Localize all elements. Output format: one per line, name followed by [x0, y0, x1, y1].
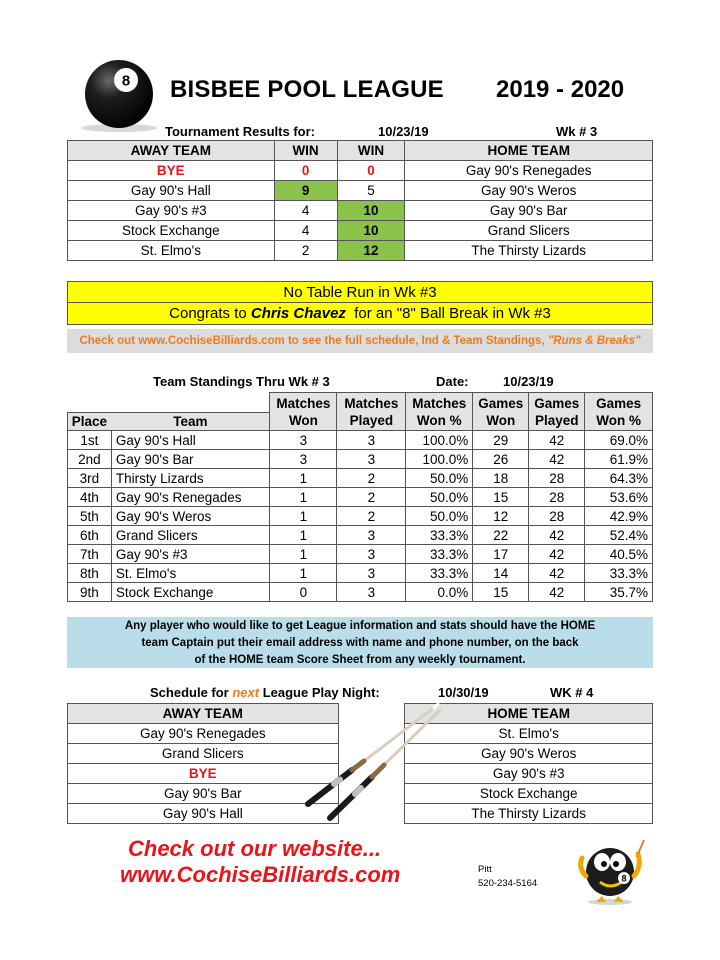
matches-pct-cell: 33.3% [406, 526, 473, 545]
col-header-games-played [529, 393, 585, 431]
games-played-cell: 42 [529, 583, 585, 602]
away-team: Gay 90's Hall [68, 181, 275, 201]
col-header-home: HOME TEAM [405, 141, 653, 161]
games-played-cell: 28 [529, 488, 585, 507]
games-pct-cell: 69.0% [585, 431, 653, 450]
matches-won-cell: 0 [270, 583, 337, 602]
congrats-suffix: for an "8" Ball Break in Wk #3 [345, 305, 551, 322]
matches-won-cell: 1 [270, 545, 337, 564]
col-header-team: Team [111, 412, 270, 431]
matches-pct-cell: 50.0% [406, 507, 473, 526]
matches-pct-cell: 33.3% [406, 564, 473, 583]
team-cell: St. Elmo's [111, 564, 270, 583]
place-cell: 5th [68, 507, 112, 526]
home-team: Gay 90's Bar [405, 201, 653, 221]
website-notice [67, 329, 653, 353]
games-won-cell: 26 [473, 450, 529, 469]
matches-pct-cell: 33.3% [406, 545, 473, 564]
games-won-cell: 17 [473, 545, 529, 564]
away-wins: 4 [274, 201, 337, 221]
schedule-week: WK # 4 [550, 685, 594, 700]
congrats-prefix: Congrats to [169, 305, 251, 322]
pool-cues-illustration [300, 700, 445, 822]
matches-played-cell: 3 [337, 583, 406, 602]
table-row [68, 526, 653, 545]
away-wins: 4 [274, 221, 337, 241]
header-line: Won [486, 412, 516, 428]
matches-pct-cell: 100.0% [406, 450, 473, 469]
standings-table [67, 392, 653, 602]
info-line: of the HOME team Score Sheet from any weekly tournament. [194, 654, 526, 666]
away-team: Stock Exchange [68, 221, 275, 241]
table-row [68, 431, 653, 450]
table-run-notice: No Table Run in Wk #3 [67, 281, 653, 303]
results-label: Tournament Results for: [165, 124, 315, 139]
games-pct-cell: 42.9% [585, 507, 653, 526]
eight-ball-mascot-icon [574, 832, 648, 906]
col-header-win-home: WIN [337, 141, 405, 161]
games-won-cell: 14 [473, 564, 529, 583]
matches-played-cell: 2 [337, 507, 406, 526]
schedule-label-post: League Play Night: [259, 685, 380, 700]
header-line: Played [349, 412, 394, 428]
col-header-matches-pct [406, 393, 473, 431]
results-table [67, 140, 653, 261]
website-promo: Check out our website... [128, 836, 382, 861]
matches-pct-cell: 50.0% [406, 469, 473, 488]
place-cell: 9th [68, 583, 112, 602]
place-cell: 3rd [68, 469, 112, 488]
header-line: Won [288, 412, 318, 428]
season-label: 2019 - 2020 [496, 76, 625, 103]
home-wins: 10 [337, 221, 405, 241]
header-line: Games [596, 395, 642, 411]
matches-won-cell: 3 [270, 450, 337, 469]
games-won-cell: 18 [473, 469, 529, 488]
games-won-cell: 15 [473, 583, 529, 602]
ball-number: 8 [121, 72, 131, 90]
games-played-cell: 28 [529, 507, 585, 526]
table-row [68, 583, 653, 602]
header-line: Won % [596, 412, 641, 428]
away-team: Gay 90's Renegades [68, 724, 339, 744]
table-header-row [68, 141, 653, 161]
games-played-cell: 28 [529, 469, 585, 488]
header-line: Matches [412, 395, 467, 411]
home-team: The Thirsty Lizards [405, 241, 653, 261]
col-header-away: AWAY TEAM [68, 704, 339, 724]
header-line: Matches [276, 395, 331, 411]
col-header-place-cell [68, 393, 112, 431]
team-cell: Stock Exchange [111, 583, 270, 602]
matches-won-cell: 1 [270, 469, 337, 488]
home-team: St. Elmo's [405, 724, 653, 744]
matches-played-cell: 3 [337, 450, 406, 469]
team-cell: Gay 90's Bar [111, 450, 270, 469]
games-won-cell: 15 [473, 488, 529, 507]
header-line: Matches [344, 395, 399, 411]
team-cell: Thirsty Lizards [111, 469, 270, 488]
away-team: St. Elmo's [68, 241, 275, 261]
away-team: BYE [68, 764, 339, 784]
games-pct-cell: 61.9% [585, 450, 653, 469]
results-date: 10/23/19 [378, 124, 429, 139]
matches-won-cell: 3 [270, 431, 337, 450]
contact-info [478, 863, 537, 891]
games-played-cell: 42 [529, 545, 585, 564]
games-won-cell: 29 [473, 431, 529, 450]
table-row [68, 161, 653, 181]
games-won-cell: 22 [473, 526, 529, 545]
table-row [68, 450, 653, 469]
matches-played-cell: 3 [337, 545, 406, 564]
header-line: Games [534, 395, 580, 411]
games-pct-cell: 64.3% [585, 469, 653, 488]
games-pct-cell: 40.5% [585, 545, 653, 564]
col-header-games-pct [585, 393, 653, 431]
home-team: Gay 90's #3 [405, 764, 653, 784]
place-cell: 1st [68, 431, 112, 450]
home-team: Gay 90's Weros [405, 744, 653, 764]
away-wins: 9 [274, 181, 337, 201]
matches-pct-cell: 100.0% [406, 431, 473, 450]
away-team: Gay 90's Bar [68, 784, 339, 804]
website-url[interactable]: www.CochiseBilliards.com [120, 862, 401, 887]
matches-pct-cell: 0.0% [406, 583, 473, 602]
matches-played-cell: 3 [337, 431, 406, 450]
schedule-label [150, 685, 380, 700]
results-week: Wk # 3 [556, 124, 598, 139]
games-won-cell: 12 [473, 507, 529, 526]
schedule-date: 10/30/19 [438, 685, 489, 700]
home-wins: 5 [337, 181, 405, 201]
col-header-home: HOME TEAM [405, 704, 653, 724]
col-header-team-cell [111, 393, 270, 431]
contact-phone: 520-234-5164 [478, 878, 538, 889]
away-team: Gay 90's #3 [68, 201, 275, 221]
matches-pct-cell: 50.0% [406, 488, 473, 507]
announcement-banner [67, 281, 653, 325]
matches-won-cell: 1 [270, 488, 337, 507]
team-cell: Gay 90's Renegades [111, 488, 270, 507]
schedule-label-next: next [232, 685, 260, 700]
congrats-notice [67, 303, 653, 325]
col-header-games-won [473, 393, 529, 431]
games-played-cell: 42 [529, 564, 585, 583]
place-cell: 6th [68, 526, 112, 545]
contact-name: Pitt [478, 864, 492, 875]
away-team: Grand Slicers [68, 744, 339, 764]
header-line: Played [534, 412, 579, 428]
schedule-label-pre: Schedule for [150, 685, 233, 700]
team-cell: Grand Slicers [111, 526, 270, 545]
games-pct-cell: 52.4% [585, 526, 653, 545]
home-wins: 0 [337, 161, 405, 181]
away-team: Gay 90's Hall [68, 804, 339, 824]
player-name: Chris Chavez [250, 305, 346, 322]
place-cell: 4th [68, 488, 112, 507]
place-cell: 8th [68, 564, 112, 583]
matches-won-cell: 1 [270, 564, 337, 583]
table-row [68, 488, 653, 507]
page-title: BISBEE POOL LEAGUE [170, 76, 444, 103]
table-header-row [68, 393, 653, 431]
games-pct-cell: 35.7% [585, 583, 653, 602]
matches-won-cell: 1 [270, 507, 337, 526]
home-team: Grand Slicers [405, 221, 653, 241]
website-notice-text: Check out www.CochiseBilliards.com to see the full schedule, Ind & Team Standings, [79, 335, 548, 347]
team-cell: Gay 90's Hall [111, 431, 270, 450]
info-line: team Captain put their email address with name and phone number, on the back [141, 637, 579, 649]
table-row [68, 545, 653, 564]
home-team: The Thirsty Lizards [405, 804, 653, 824]
home-team: Stock Exchange [405, 784, 653, 804]
place-cell: 2nd [68, 450, 112, 469]
place-cell: 7th [68, 545, 112, 564]
games-played-cell: 42 [529, 450, 585, 469]
eight-ball-logo [76, 58, 162, 132]
team-cell: Gay 90's Weros [111, 507, 270, 526]
games-pct-cell: 53.6% [585, 488, 653, 507]
away-wins: 0 [274, 161, 337, 181]
games-played-cell: 42 [529, 526, 585, 545]
matches-played-cell: 3 [337, 564, 406, 583]
matches-played-cell: 3 [337, 526, 406, 545]
table-row [68, 469, 653, 488]
header-line: Won % [416, 412, 462, 428]
header-line: Games [478, 395, 524, 411]
table-row [68, 241, 653, 261]
col-header-matches-played [337, 393, 406, 431]
table-row [68, 564, 653, 583]
home-wins: 12 [337, 241, 405, 261]
games-played-cell: 42 [529, 431, 585, 450]
matches-played-cell: 2 [337, 488, 406, 507]
team-cell: Gay 90's #3 [111, 545, 270, 564]
home-team: Gay 90's Renegades [405, 161, 653, 181]
table-row [68, 507, 653, 526]
standings-date: 10/23/19 [503, 374, 554, 389]
standings-date-label: Date: [436, 374, 469, 389]
col-header-win-away: WIN [274, 141, 337, 161]
col-header-matches-won [270, 393, 337, 431]
away-team: BYE [68, 161, 275, 181]
games-pct-cell: 33.3% [585, 564, 653, 583]
svg-text:8: 8 [621, 873, 627, 884]
home-wins: 10 [337, 201, 405, 221]
matches-played-cell: 2 [337, 469, 406, 488]
info-box [67, 617, 653, 668]
table-row [68, 201, 653, 221]
info-line: Any player who would like to get League information and stats should have the HOME [124, 620, 596, 632]
away-wins: 2 [274, 241, 337, 261]
col-header-away: AWAY TEAM [68, 141, 275, 161]
table-row [68, 221, 653, 241]
table-row [68, 181, 653, 201]
matches-won-cell: 1 [270, 526, 337, 545]
standings-label: Team Standings Thru Wk # 3 [153, 374, 330, 389]
home-team: Gay 90's Weros [405, 181, 653, 201]
runs-breaks-text: "Runs & Breaks" [547, 335, 641, 347]
col-header-place: Place [67, 412, 113, 431]
